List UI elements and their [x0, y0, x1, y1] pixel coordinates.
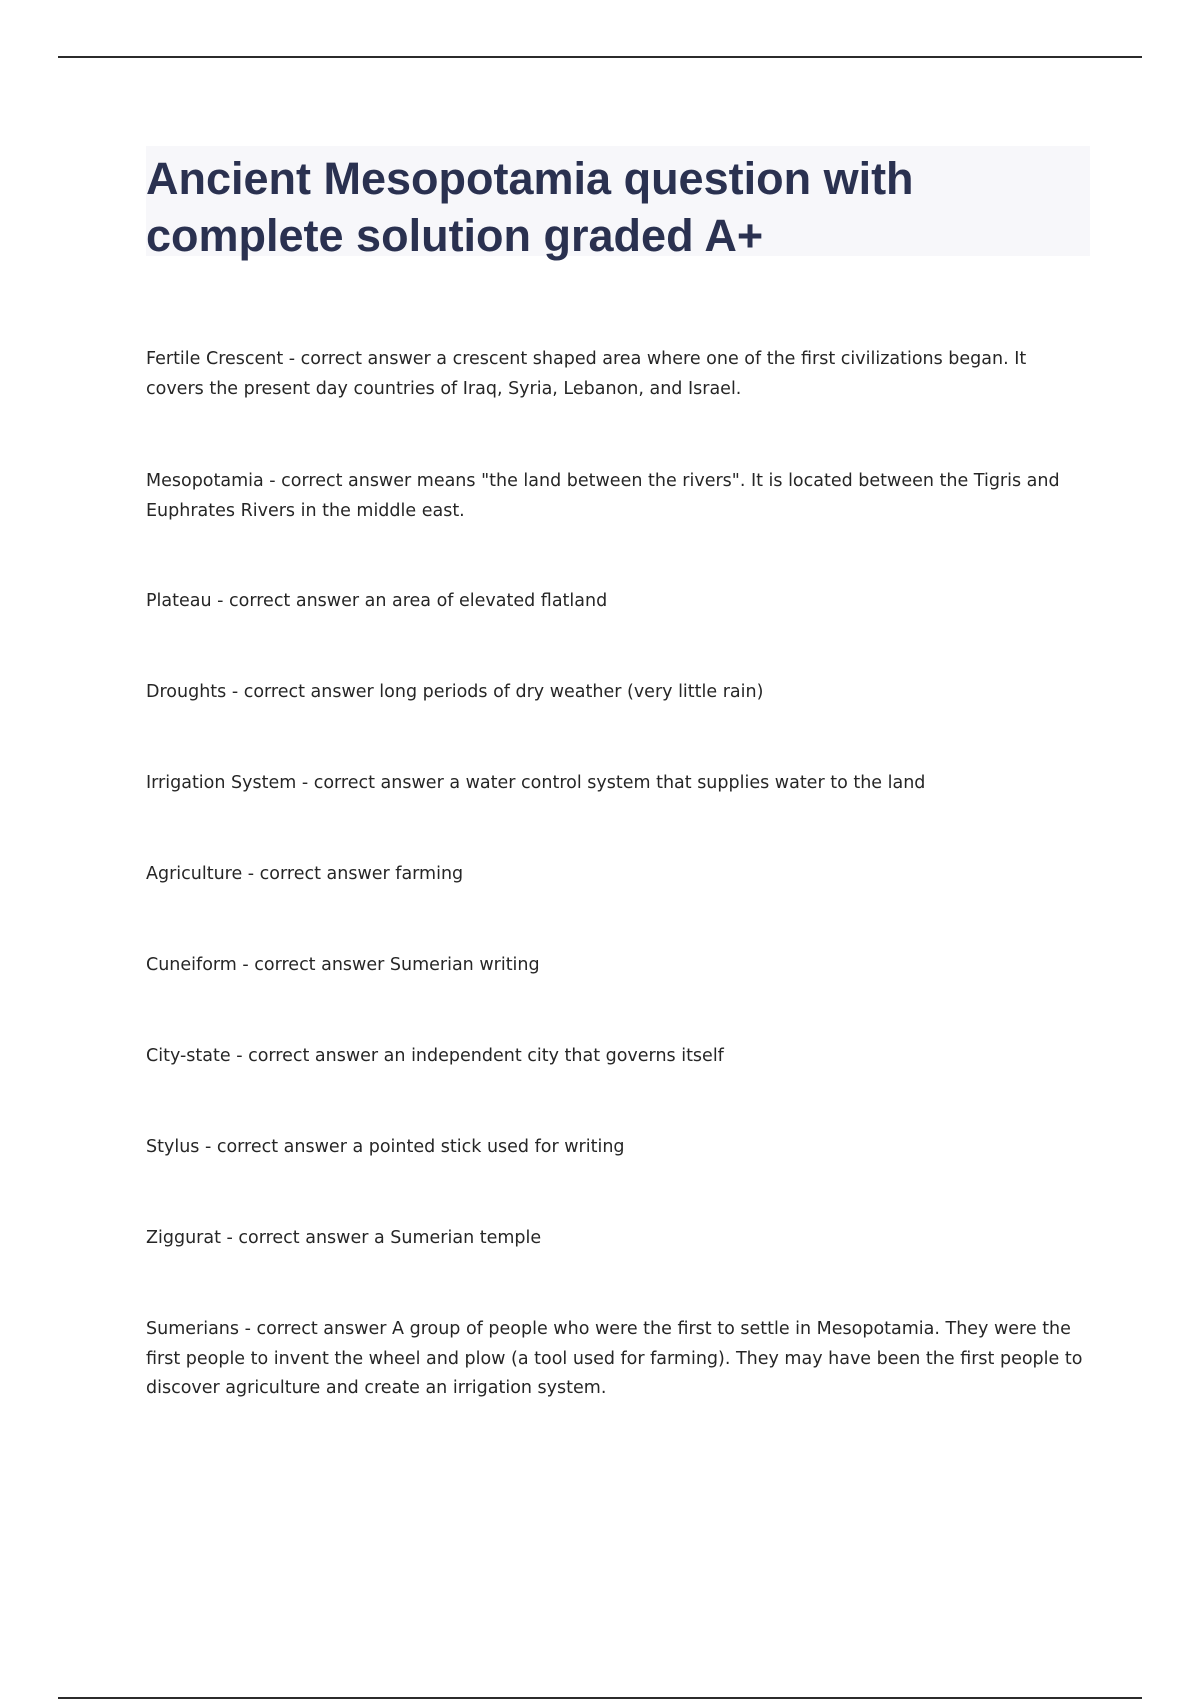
- top-divider: [58, 56, 1142, 58]
- list-item: Cuneiform - correct answer Sumerian writing: [146, 955, 540, 975]
- list-item: Mesopotamia - correct answer means "the land between the rivers". It is located between the Tigris and Euphrates Rivers in the middle east.: [146, 471, 1060, 521]
- bottom-divider: [58, 1697, 1142, 1699]
- list-item: City-state - correct answer an independent city that governs itself: [146, 1046, 724, 1066]
- list-item: Irrigation System - correct answer a water control system that supplies water to the land: [146, 773, 926, 793]
- title-banner: [146, 146, 1090, 261]
- list-item: Fertile Crescent - correct answer a crescent shaped area where one of the first civilizations began. It covers the present day countries of Iraq, Syria, Lebanon, and Israel.: [146, 349, 1027, 399]
- list-item: Ziggurat - correct answer a Sumerian temple: [146, 1228, 542, 1248]
- list-item: Stylus - correct answer a pointed stick used for writing: [146, 1137, 625, 1157]
- list-item: Plateau - correct answer an area of elevated flatland: [146, 591, 608, 611]
- document-title: Ancient Mesopotamia question with complete solution graded A+: [146, 153, 914, 261]
- list-item: Droughts - correct answer long periods of dry weather (very little rain): [146, 682, 764, 702]
- list-item: Agriculture - correct answer farming: [146, 864, 464, 884]
- list-item: Sumerians - correct answer A group of people who were the first to settle in Mesopotamia. They were the first people to invent the wheel and plow (a tool used for farming). They may have been the first people to discover agriculture and create an irrigation system.: [146, 1319, 1083, 1398]
